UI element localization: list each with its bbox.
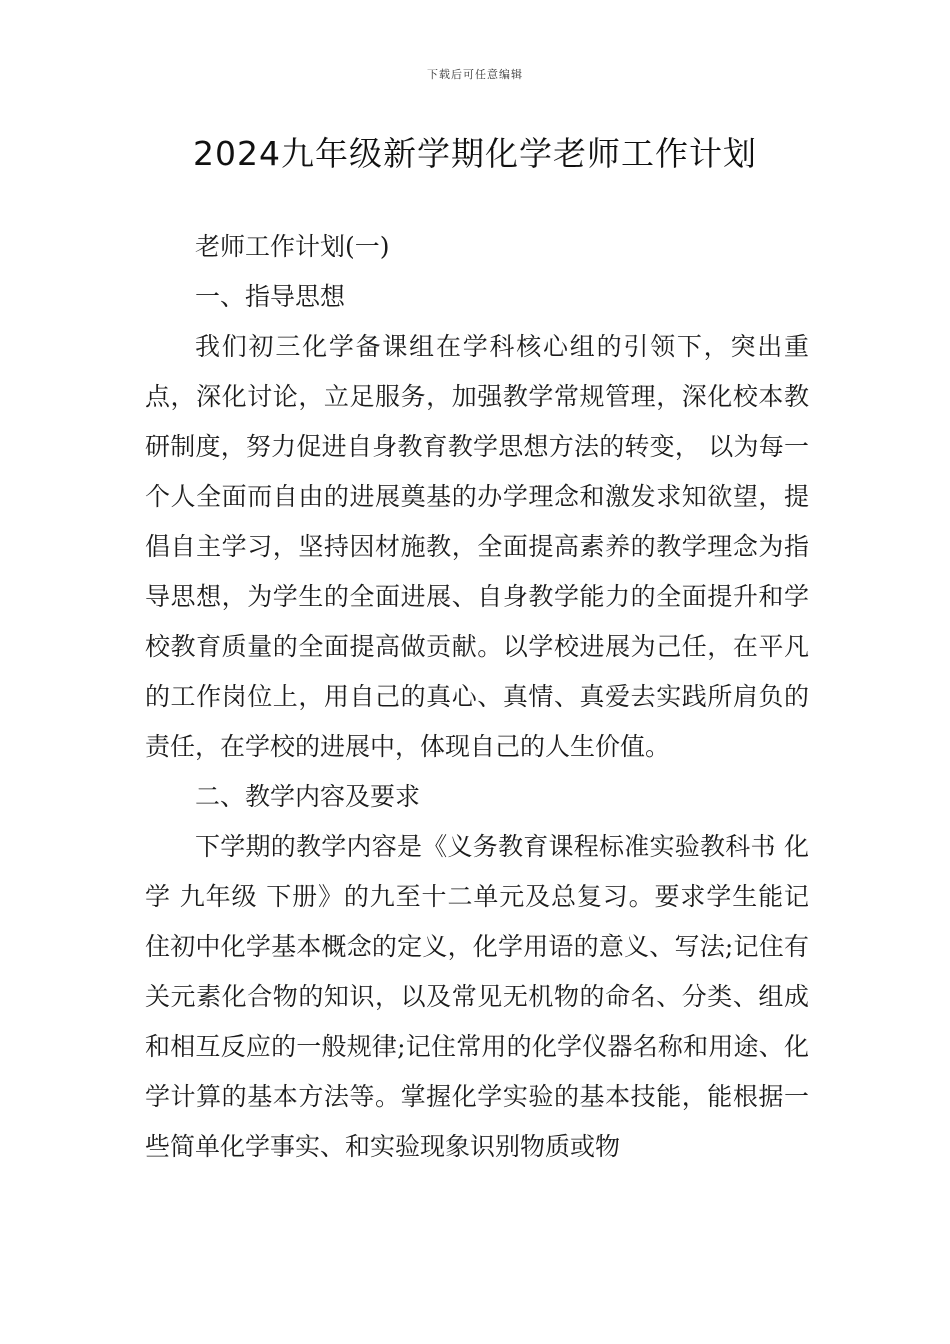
document-body (145, 222, 809, 1172)
header-note: 下载后可任意编辑 (427, 68, 523, 81)
document-title: 2024九年级新学期化学老师工作计划 (193, 134, 757, 173)
paragraph-guiding-ideology: 我们初三化学备课组在学科核心组的引领下，突出重点，深化讨论，立足服务，加强教学常规管理，深化校本教研制度，努力促进自身教育教学思想方法的转变， 以为每一个人全面而自由的进展奠基的办学理念和激发求知欲望，提倡自主学习，坚持因材施教，全面提高素养的教学理念为指导思想，为学生的全面进展、自身教学能力的全面提升和学校教育质量的全面提高做贡献。以学校进展为己任，在平凡的工作岗位上，用自己的真心、真情、真爱去实践所肩负的责任，在学校的进展中，体现自己的人生价值。 (145, 332, 809, 761)
section-heading-guiding-ideology: 一、指导思想 (195, 282, 346, 311)
paragraph-teaching-content: 下学期的教学内容是《义务教育课程标准实验教科书 化学 九年级 下册》的九至十二单元及总复习。要求学生能记住初中化学基本概念的定义，化学用语的意义、写法;记住有关元素化合物的知识，以及常见无机物的命名、分类、组成和相互反应的一般规律;记住常用的化学仪器名称和用途、化学计算的基本方法等。掌握化学实验的基本技能，能根据一些简单化学事实、和实验现象识别物质或物 (145, 832, 809, 1161)
section-subtitle: 老师工作计划(一) (195, 232, 390, 261)
section-heading-teaching-content: 二、教学内容及要求 (195, 782, 421, 811)
